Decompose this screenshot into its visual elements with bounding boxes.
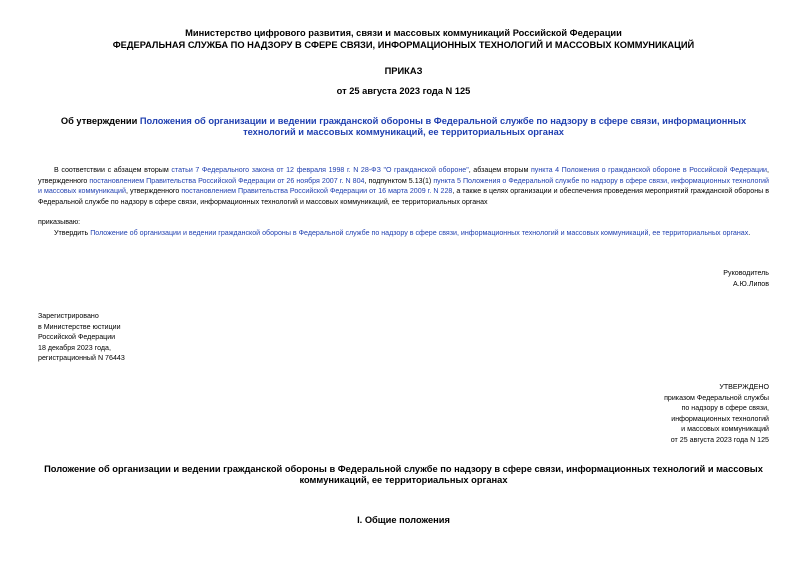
preamble-text: , подпунктом 5.13(1) bbox=[364, 176, 434, 185]
signature-position: Руководитель bbox=[723, 269, 769, 277]
registration-line: Российской Федерации bbox=[38, 333, 116, 342]
registration-line: 18 декабря 2023 года, bbox=[38, 343, 111, 352]
government-decree-228-link[interactable]: постановлением Правительства Российской Федерации от 16 марта 2009 г. N 228 bbox=[181, 187, 453, 196]
order-text: Утвердить bbox=[54, 229, 91, 237]
approval-line: по надзору в сфере связи, bbox=[681, 404, 769, 413]
signature-name: А.Ю.Липов bbox=[732, 280, 769, 288]
registration-line: Зарегистрировано bbox=[38, 312, 99, 320]
law-article-link[interactable]: статьи 7 Федерального закона от 12 февраля 1998 г. N 28-ФЗ "О гражданской обороне" bbox=[171, 166, 469, 174]
document-type: ПРИКАЗ bbox=[384, 66, 423, 76]
order-label: приказываю: bbox=[38, 218, 81, 226]
preamble-text: , утвержденного bbox=[38, 166, 769, 185]
order-text: . bbox=[748, 229, 751, 237]
civil-defense-regulation-link[interactable]: пункта 4 Положения о гражданской обороне в Российской Федерации bbox=[530, 166, 768, 174]
order-paragraph bbox=[38, 228, 769, 239]
preamble-text: В соответствии с абзацем вторым bbox=[54, 166, 172, 174]
registration-line: в Министерстве юстиции bbox=[38, 322, 121, 331]
service-regulation-link[interactable]: пункта 5 Положения о Федеральной службе по надзору в сфере связи, информационных технологий и массовых коммуникаций bbox=[38, 176, 769, 196]
approval-line: УТВЕРЖДЕНО bbox=[719, 383, 769, 391]
order-title-link[interactable]: Положения об организации и ведении гражданской обороны в Федеральной службе по надзору в сфере связи, информационных технологий и массовых коммуникаций, ее территориальных органах bbox=[139, 116, 747, 137]
approval-line: приказом Федеральной службы bbox=[664, 393, 769, 402]
service-name: ФЕДЕРАЛЬНАЯ СЛУЖБА ПО НАДЗОРУ В СФЕРЕ СВЯЗИ, ИНФОРМАЦИОННЫХ ТЕХНОЛОГИЙ И МАССОВЫХ КОММУНИКАЦИЙ bbox=[112, 40, 695, 50]
regulation-title: Положение об организации и ведении гражданской обороны в Федеральной службе по надзору в сфере связи, информационных технологий и массовых коммуникаций, ее территориальных органах bbox=[44, 464, 763, 485]
ministry-name: Министерство цифрового развития, связи и массовых коммуникаций Российской Федерации bbox=[185, 28, 622, 38]
approval-line: и массовых коммуникаций bbox=[681, 425, 769, 434]
document-date-number: от 25 августа 2023 года N 125 bbox=[336, 86, 471, 96]
government-decree-804-link[interactable]: постановлением Правительства Российской Федерации от 26 ноября 2007 г. N 804 bbox=[89, 176, 365, 185]
preamble-text: , утвержденного bbox=[125, 187, 182, 196]
preamble-text: , а также в целях организации и обеспечения проведения мероприятий гражданской обороны в Федеральной службе по надзору в сфере связи, информационных технологий и массовых коммуникаций, ее территориальных органах bbox=[38, 187, 770, 206]
registration-line: регистрационный N 76443 bbox=[38, 354, 125, 363]
approved-regulation-link[interactable]: Положение об организации и ведении гражданской обороны в Федеральной службе по надзору в сфере связи, информационных технологий и массовых коммуникаций, ее территориальных органах bbox=[90, 229, 749, 237]
order-title bbox=[38, 116, 769, 138]
order-title-prefix: Об утверждении bbox=[60, 116, 140, 126]
preamble-text: , абзацем вторым bbox=[468, 166, 531, 174]
registration-block bbox=[38, 311, 125, 364]
preamble-paragraph bbox=[38, 165, 769, 207]
approval-line: от 25 августа 2023 года N 125 bbox=[670, 435, 769, 444]
approval-line: информационных технологий bbox=[671, 414, 769, 423]
section-heading: I. Общие положения bbox=[357, 515, 450, 525]
approval-block bbox=[500, 382, 769, 446]
